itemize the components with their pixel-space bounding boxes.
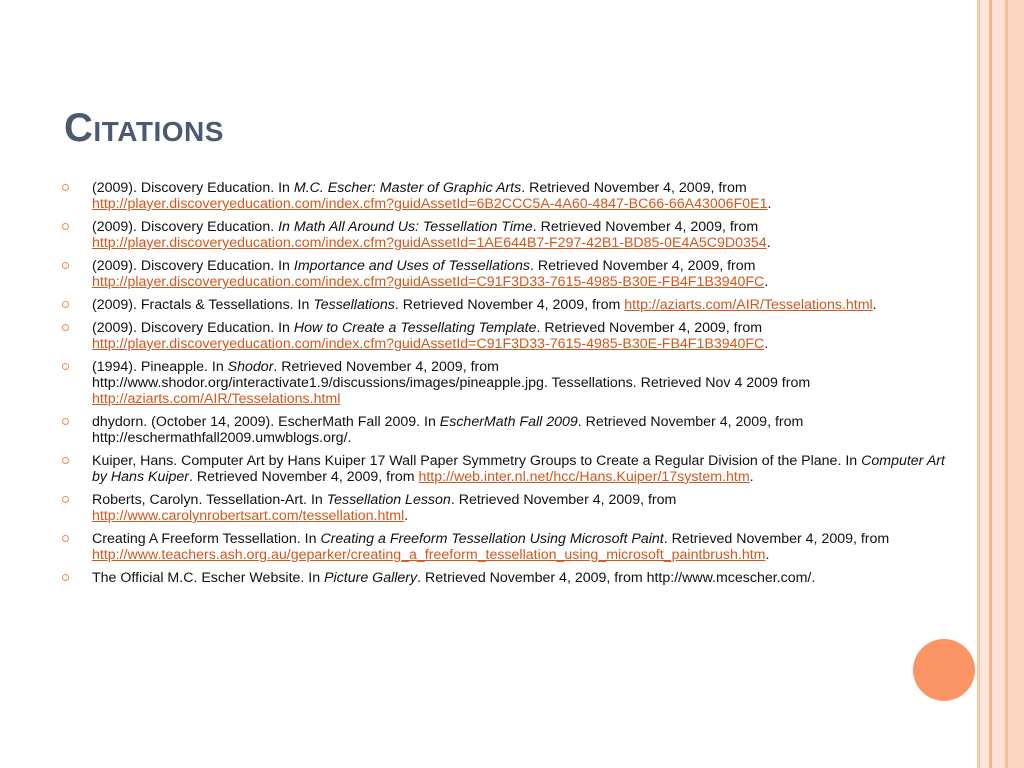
- citation-text: (2009). Discovery Education. In: [92, 320, 294, 336]
- bullet-icon: [62, 457, 69, 464]
- citation-title: Importance and Uses of Tessellations: [293, 258, 530, 274]
- citation-item: [62, 258, 957, 290]
- citation-item: [62, 531, 957, 563]
- bullet-icon: [62, 574, 69, 581]
- citation-text: .: [872, 297, 877, 313]
- bullet-icon: [62, 418, 69, 425]
- citation-title: Picture Gallery: [324, 570, 418, 586]
- citation-item: [62, 359, 957, 407]
- citation-text: .: [767, 196, 772, 212]
- citation-text: . Retrieved November 4, 2009, from http://www.shodor.org/interactivate1.9/discussions/images/pineapple.jpg. Tessellations. Retrieved Nov 4 2009 from: [92, 359, 811, 391]
- bullet-icon: [62, 223, 69, 230]
- bullet-icon: [62, 301, 69, 308]
- citation-title: Tessellations: [313, 297, 395, 313]
- citation-text: The Official M.C. Escher Website. In: [92, 570, 325, 586]
- decorative-stripes: [977, 0, 1024, 768]
- citation-item: [62, 492, 957, 524]
- citation-link[interactable]: http://aziarts.com/AIR/Tesselations.html: [624, 297, 873, 313]
- citation-text: Kuiper, Hans. Computer Art by Hans Kuiper 17 Wall Paper Symmetry Groups to Create a Regular Division of the Plane. In: [92, 453, 862, 469]
- citation-item: [62, 570, 957, 586]
- citation-text: . Retrieved November 4, 2009, from http://www.mcescher.com/.: [417, 570, 816, 586]
- citation-text: .: [766, 235, 771, 251]
- citation-text: . Retrieved November 4, 2009, from: [189, 469, 419, 485]
- citation-text: . Retrieved November 4, 2009, from: [521, 180, 747, 196]
- bullet-icon: [62, 324, 69, 331]
- citation-link[interactable]: http://player.discoveryeducation.com/index.cfm?guidAssetId=C91F3D33-7615-4985-B30E-FB4F1B3940FC: [92, 336, 765, 352]
- citation-text: . Retrieved November 4, 2009, from: [529, 258, 756, 274]
- citation-text: .: [765, 547, 770, 563]
- bullet-icon: [62, 262, 69, 269]
- citation-title: Shodor: [227, 359, 274, 375]
- decorative-circle: [913, 639, 975, 701]
- citation-title: M.C. Escher: Master of Graphic Arts: [293, 180, 522, 196]
- citation-text: Creating A Freeform Tessellation. In: [92, 531, 321, 547]
- citation-item: [62, 453, 957, 485]
- citation-link[interactable]: http://aziarts.com/AIR/Tesselations.html: [92, 391, 341, 407]
- citation-text: (2009). Fractals & Tessellations. In: [92, 297, 314, 313]
- citation-item: [62, 297, 957, 313]
- citation-text: dhydorn. (October 14, 2009). EscherMath Fall 2009. In: [92, 414, 440, 430]
- citation-title: Tessellation Lesson: [326, 492, 451, 508]
- citation-link[interactable]: http://player.discoveryeducation.com/index.cfm?guidAssetId=1AE644B7-F297-42B1-BD85-0E4A5C9D0354: [92, 235, 767, 251]
- citation-link[interactable]: http://www.teachers.ash.org.au/geparker/creating_a_freeform_tessellation_using_microsoft_paintbrush.htm: [92, 547, 766, 563]
- citation-title: EscherMath Fall 2009: [439, 414, 578, 430]
- citation-item: [62, 180, 957, 212]
- citation-text: .: [404, 508, 409, 524]
- citation-text: (2009). Discovery Education.: [92, 219, 279, 235]
- citation-title: In Math All Around Us: Tessellation Time: [278, 219, 533, 235]
- slide-title: Citations: [64, 106, 224, 150]
- citation-text: . Retrieved November 4, 2009, from: [663, 531, 890, 547]
- citation-text: (2009). Discovery Education. In: [92, 258, 294, 274]
- citation-link[interactable]: http://player.discoveryeducation.com/index.cfm?guidAssetId=C91F3D33-7615-4985-B30E-FB4F1B3940FC: [92, 274, 765, 290]
- citation-title: How to Create a Tessellating Template: [293, 320, 537, 336]
- citation-title: Computer Art by Hans Kuiper: [92, 453, 945, 485]
- citation-text: . Retrieved November 4, 2009, from: [532, 219, 759, 235]
- citation-text: Roberts, Carolyn. Tessellation-Art. In: [92, 492, 327, 508]
- citation-text: . Retrieved November 4, 2009, from http://eschermathfall2009.umwblogs.org/.: [92, 414, 804, 446]
- citation-title: Creating a Freeform Tessellation Using Microsoft Paint: [320, 531, 664, 547]
- citation-text: .: [764, 336, 769, 352]
- citation-text: . Retrieved November 4, 2009, from: [394, 297, 625, 313]
- citation-text: . Retrieved November 4, 2009, from: [450, 492, 677, 508]
- citation-text: . Retrieved November 4, 2009, from: [536, 320, 763, 336]
- bullet-icon: [62, 363, 69, 370]
- citation-link[interactable]: http://player.discoveryeducation.com/index.cfm?guidAssetId=6B2CCC5A-4A60-4847-BC66-66A43006F0E1: [92, 196, 768, 212]
- citation-item: [62, 414, 957, 446]
- citation-text: .: [749, 469, 754, 485]
- citations-list: [62, 180, 957, 593]
- citation-text: .: [764, 274, 769, 290]
- citation-link[interactable]: http://www.carolynrobertsart.com/tessellation.html: [92, 508, 405, 524]
- citation-text: (1994). Pineapple. In: [92, 359, 228, 375]
- bullet-icon: [62, 184, 69, 191]
- bullet-icon: [62, 535, 69, 542]
- citation-item: [62, 320, 957, 352]
- citation-link[interactable]: http://web.inter.nl.net/hcc/Hans.Kuiper/17system.htm: [418, 469, 750, 485]
- citation-item: [62, 219, 957, 251]
- citation-text: (2009). Discovery Education. In: [92, 180, 294, 196]
- bullet-icon: [62, 496, 69, 503]
